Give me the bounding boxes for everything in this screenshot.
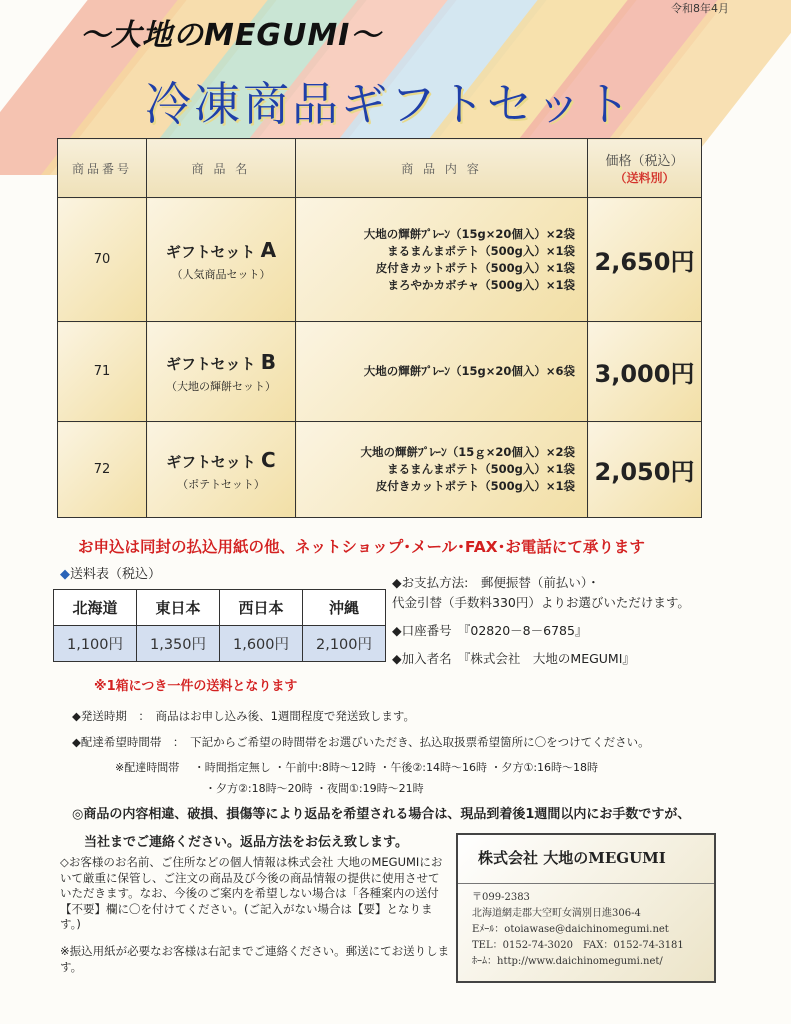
header-contents: 商 品 内 容 — [296, 139, 588, 198]
account-label: 口座番号 — [401, 623, 452, 638]
header-number: 商品番号 — [58, 139, 147, 198]
company-email: Eﾒｰﾙ：otoiawase@daichinomegumi.net — [472, 924, 669, 935]
product-contents — [296, 322, 588, 422]
holder-label: 加入者名 — [401, 651, 452, 666]
product-price: 3,000円 — [588, 322, 702, 422]
product-letter: A — [260, 237, 277, 262]
payment-method-label: お支払方法: — [401, 575, 469, 590]
company-name: 株式会社 大地のMEGUMI — [458, 835, 714, 884]
product-name-main: ギフトセット — [165, 242, 256, 261]
product-contents — [296, 422, 588, 518]
company-tel-fax: TEL：0152-74-3020 FAX：0152-74-3181 — [472, 940, 684, 951]
region-cell: 東日本 — [137, 590, 220, 626]
product-name-sub: （大地の輝餅セット） — [166, 379, 276, 393]
product-price: 2,650円 — [588, 198, 702, 322]
content-line: まるまんまポテト（500g入）×1袋 — [387, 243, 575, 258]
fee-cell: 2,100円 — [303, 626, 386, 662]
diamond-icon: ◆ — [60, 567, 70, 582]
content-line: 皮付きカットポテト（500g入）×1袋 — [375, 479, 575, 493]
fee-cell: 1,350円 — [137, 626, 220, 662]
product-name — [147, 322, 296, 422]
header-price — [588, 139, 702, 198]
header-name: 商 品 名 — [147, 139, 296, 198]
product-table — [57, 138, 702, 518]
shipping-table — [53, 589, 386, 662]
product-row-b — [58, 322, 702, 422]
fee-cell: 1,100円 — [54, 626, 137, 662]
product-name-main: ギフトセット — [166, 452, 256, 471]
company-web: ﾎｰﾑ：http://www.daichinomegumi.net/ — [472, 956, 663, 967]
product-name-main: ギフトセット — [165, 354, 256, 373]
returns-line1: ◎商品の内容相違、破損、損傷等により返品を希望される場合は、現品到着後1週間以内にお手数ですが、 — [72, 807, 691, 822]
product-price: 2,050円 — [588, 422, 702, 518]
header-price-note: （送料別） — [614, 171, 675, 185]
region-cell: 北海道 — [54, 590, 137, 626]
product-name — [147, 422, 296, 518]
product-letter: C — [261, 447, 276, 472]
product-name-sub: （ポテトセット） — [177, 477, 265, 491]
per-box-note: ※1箱につき一件の送料となります — [94, 679, 298, 694]
header-price-label: 価格（税込） — [605, 154, 684, 169]
content-line: 大地の輝餅ﾌﾟﾚｰﾝ（15ｇ×20個入）×2袋 — [360, 445, 575, 459]
delivery-slot: ◆配達希望時間帯 ： 下記からご希望の時間帯をお選びいただき、払込取扱票希望箇所に〇をつけてください。 — [72, 735, 650, 749]
content-line: まるまんまポテト（500g入）×1袋 — [387, 462, 575, 476]
brand-title: 〜大地のMEGUMI〜 — [80, 18, 382, 53]
product-number: 70 — [58, 198, 147, 322]
content-line: まろやかカボチャ（500g入）×1袋 — [387, 277, 575, 292]
company-address: 北海道網走郡大空町女満別日進306-4 — [472, 908, 641, 919]
product-letter: B — [260, 349, 277, 374]
issue-date: 令和8年4月 — [671, 2, 729, 15]
payment-method-line2: 代金引替（手数料330円）よりお選びいただけます。 — [392, 595, 690, 610]
shipping-timing: ◆発送時期 ： 商品はお申し込み後、1週間程度で発送致します。 — [72, 709, 415, 723]
company-box — [456, 833, 716, 983]
product-number: 72 — [58, 422, 147, 518]
delivery-slots-line1: ※配達時間帯 ・時間指定無し ・午前中:8時～12時 ・午後②:14時～16時 ・夕方①:16時～18時 — [115, 761, 599, 774]
product-number: 71 — [58, 322, 147, 422]
fee-cell: 1,600円 — [220, 626, 303, 662]
shipping-heading-text: 送料表（税込） — [70, 567, 162, 582]
content-line: 大地の輝餅ﾌﾟﾚｰﾝ（15g×20個入）×2袋 — [363, 226, 575, 241]
transfer-note: ※振込用紙が必要なお客様は右記までご連絡ください。郵送にてお送りします。 — [60, 944, 450, 974]
page-title: 冷凍商品ギフトセット — [145, 77, 634, 131]
payment-method-value: 郵便振替（前払い）・ — [480, 575, 600, 590]
company-postal: 〒099-2383 — [472, 892, 530, 903]
product-table-header — [58, 139, 702, 198]
delivery-slots-line2: ・夕方②:18時～20時 ・夜間①:19時～21時 — [205, 782, 424, 795]
region-cell: 沖縄 — [303, 590, 386, 626]
content-line: 皮付きカットポテト（500g入）×1袋 — [375, 260, 575, 275]
region-cell: 西日本 — [220, 590, 303, 626]
payment-info: ◆お支払方法: 郵便振替（前払い）・ 代金引替（手数料330円）よりお選びいただけます。 ◆口座番号 『02820－8－6785』 ◆加入者名 『株式会社 大地のMEGUMI』 — [392, 575, 690, 666]
product-row-c — [58, 422, 702, 518]
order-notice: お申込は同封の払込用紙の他、ネットショップ･メール･FAX･お電話にて承ります — [78, 538, 645, 556]
privacy-notice: ◇お客様のお名前、ご住所などの個人情報は株式会社 大地のMEGUMIにおいて厳重に保管し、ご注文の商品及び今後の商品情報の提供に使用させていただきます。なお、今後のご案内を希望しない場合は「各種案内の送付【不要】欄に〇を付けてください。(ご記入がない場合は【要】となります。) — [60, 855, 443, 931]
shipping-heading — [60, 563, 161, 582]
product-contents — [296, 198, 588, 322]
account-value: 『02820－8－6785』 — [464, 623, 588, 638]
product-row-a — [58, 198, 702, 322]
holder-value: 『株式会社 大地のMEGUMI』 — [464, 651, 635, 666]
product-name-sub: （人気商品セット） — [171, 267, 271, 281]
product-name — [147, 198, 296, 322]
returns-line2: 当社までご連絡ください。返品方法をお伝え致します。 — [84, 835, 408, 850]
content-line: 大地の輝餅ﾌﾟﾚｰﾝ（15g×20個入）×6袋 — [363, 364, 575, 378]
